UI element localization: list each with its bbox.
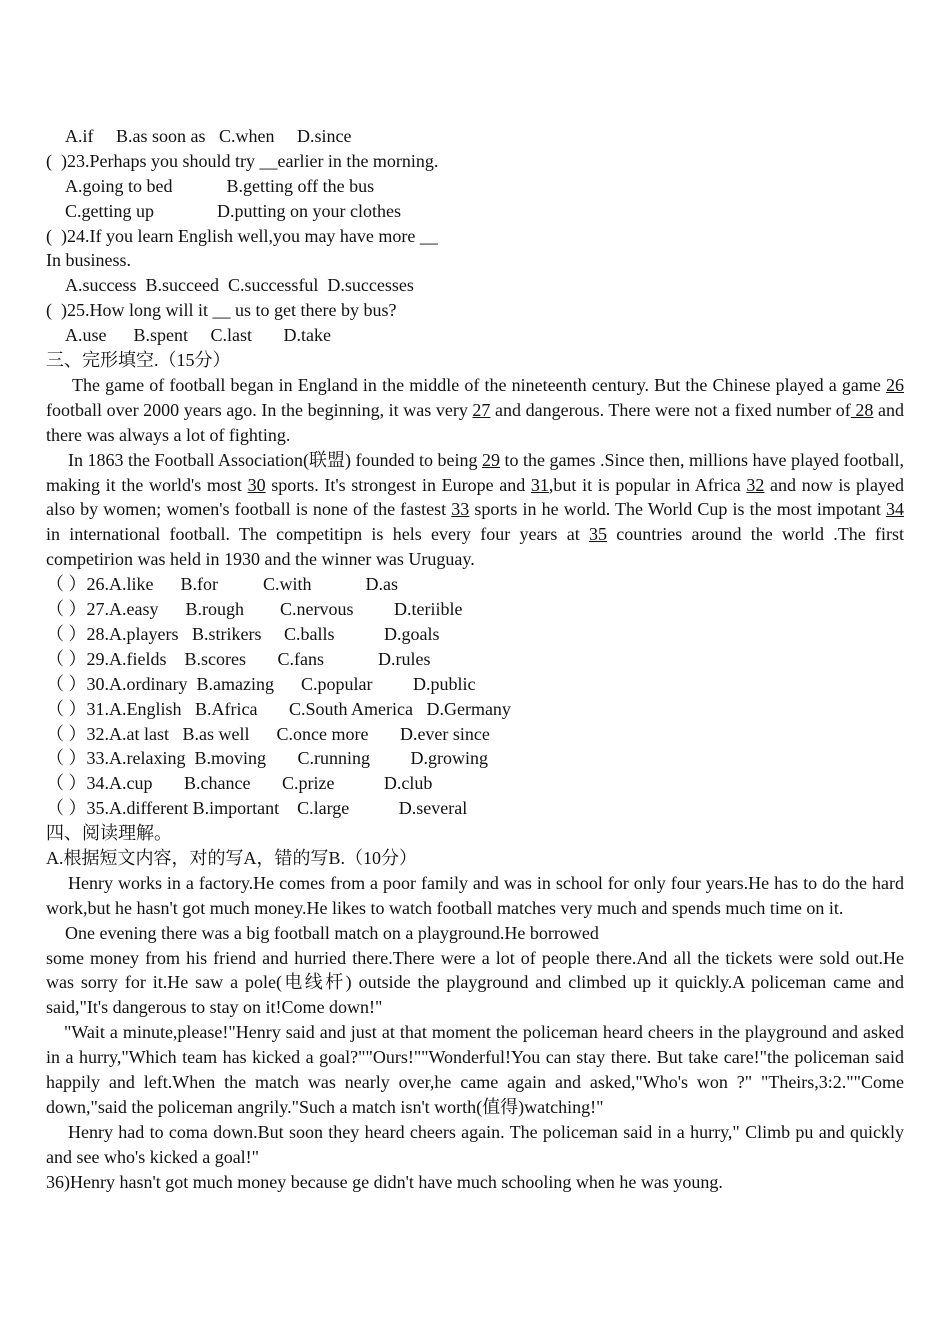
cloze-item-33: （ ）33.A.relaxing B.moving C.running D.growing bbox=[46, 748, 488, 769]
q24-stem: ( )24.If you learn English well,you may have more __ bbox=[46, 225, 438, 246]
blank-32: 32 bbox=[746, 474, 765, 495]
blank-29: 29 bbox=[482, 449, 501, 470]
cloze-p2-text: sports. It's strongest in Europe and bbox=[265, 474, 531, 495]
reading-subheading: A.根据短文内容，对的写A，错的写B.（10分） bbox=[46, 847, 418, 868]
cloze-p2-text: countries around the world .The first competirion was held in 1930 and the winner was Uruguay. bbox=[46, 524, 904, 570]
blank-26: 26 bbox=[886, 374, 904, 395]
q24-options: A.success B.succeed C.successful D.successes bbox=[65, 275, 414, 296]
cloze-p2-text: and now is played also by women; women's football is none of the fastest bbox=[46, 474, 905, 520]
blank-30: 30 bbox=[247, 474, 266, 495]
cloze-item-32: （ ）32.A.at last B.as well C.once more D.ever since bbox=[46, 723, 490, 744]
q23-options-row1: A.going to bed B.getting off the bus bbox=[65, 175, 375, 196]
blank-35: 35 bbox=[588, 524, 607, 545]
q25-options: A.use B.spent C.last D.take bbox=[65, 325, 331, 346]
cloze-item-28: （ ）28.A.players B.strikers C.balls D.goals bbox=[46, 623, 440, 644]
cloze-heading: 三、完形填空.（15分） bbox=[46, 350, 231, 371]
question-36: 36)Henry hasn't got much money because ge didn't have much schooling when he was young. bbox=[46, 1171, 723, 1192]
blank-33: 33 bbox=[451, 499, 470, 520]
q22-options: A.if B.as soon as C.when D.since bbox=[65, 126, 352, 146]
blank-31: 31 bbox=[530, 474, 549, 495]
blank-34: 34 bbox=[885, 499, 904, 520]
reading-paragraph-4: Henry had to coma down.But soon they heard cheers again. The policeman said in a hurry," Climb pu and quickly and see who's kicked a goal!" bbox=[46, 1121, 904, 1167]
cloze-item-29: （ ）29.A.fields B.scores C.fans D.rules bbox=[46, 648, 431, 669]
q25-stem: ( )25.How long will it __ us to get there by bus? bbox=[46, 300, 397, 321]
cloze-item-26: （ ）26.A.like B.for C.with D.as bbox=[46, 574, 398, 595]
cloze-item-34: （ ）34.A.cup B.chance C.prize D.club bbox=[46, 773, 433, 794]
cloze-p2-text: sports in he world. The World Cup is the most impotant bbox=[469, 499, 886, 520]
q23-options-row2: C.getting up D.putting on your clothes bbox=[65, 200, 401, 221]
reading-paragraph-1: Henry works in a factory.He comes from a poor family and was in school for only four years.He has to do the hard work,but he hasn't got much money.He likes to watch football matches very much and spends much time on it. bbox=[46, 872, 904, 918]
cloze-p1-text: football over 2000 years ago. In the beginning, it was very bbox=[46, 399, 473, 420]
blank-28: 28 bbox=[850, 399, 874, 420]
reading-paragraph-2: some money from his friend and hurried there.There were a lot of people there.And all the tickets were sold out.He was sorry for it.He saw a pole(电线杆) outside the playground and climbed up it quickly.A policeman came and said,"It's dangerous to stay on it!Come down!" bbox=[46, 947, 904, 1018]
reading-heading: 四、阅读理解。 bbox=[46, 823, 172, 844]
cloze-paragraph-1 bbox=[46, 373, 904, 448]
cloze-p1-text: and there was always a lot of fighting. bbox=[46, 399, 904, 445]
reading-paragraph-2-line-1: One evening there was a big football match on a playground.He borrowed bbox=[65, 922, 599, 943]
cloze-p2-text: ,but it is popular in Africa bbox=[548, 474, 747, 495]
cloze-item-30: （ ）30.A.ordinary B.amazing C.popular D.public bbox=[46, 673, 476, 694]
cloze-paragraph-2 bbox=[46, 448, 904, 573]
q24-stem-continued: In business. bbox=[46, 250, 131, 271]
cloze-p1-text: The game of football began in England in the middle of the nineteenth century. But the Chinese played a game bbox=[72, 374, 886, 395]
blank-27: 27 bbox=[472, 399, 491, 420]
cloze-p2-text: In 1863 the Football Association(联盟) founded to being bbox=[68, 449, 483, 470]
cloze-p2-text: to the games .Since then, millions have played football, making it the world's most bbox=[46, 449, 904, 495]
reading-paragraph-3: "Wait a minute,please!"Henry said and just at that moment the policeman heard cheers in the playground and asked in a hurry,"Which team has kicked a goal?""Ours!""Wonderful!You can stay there. But take care!"the policeman said happily and left.When the match was nearly over,he came again and asked,"Who's won ?" "Theirs,3:2.""Come down,"said the policeman angrily."Such a match isn't worth(值得)watching!" bbox=[46, 1022, 904, 1117]
exam-page bbox=[46, 124, 904, 1195]
cloze-item-27: （ ）27.A.easy B.rough C.nervous D.teriible bbox=[46, 599, 463, 620]
cloze-p1-text: and dangerous. There were not a fixed number of bbox=[490, 399, 851, 420]
cloze-item-31: （ ）31.A.English B.Africa C.South America D.Germany bbox=[46, 698, 511, 719]
cloze-p2-text: in international football. The competitipn is hels every four years at bbox=[46, 524, 589, 545]
q23-stem: ( )23.Perhaps you should try __earlier in the morning. bbox=[46, 150, 439, 171]
cloze-item-35: （ ）35.A.different B.important C.large D.several bbox=[46, 798, 468, 819]
